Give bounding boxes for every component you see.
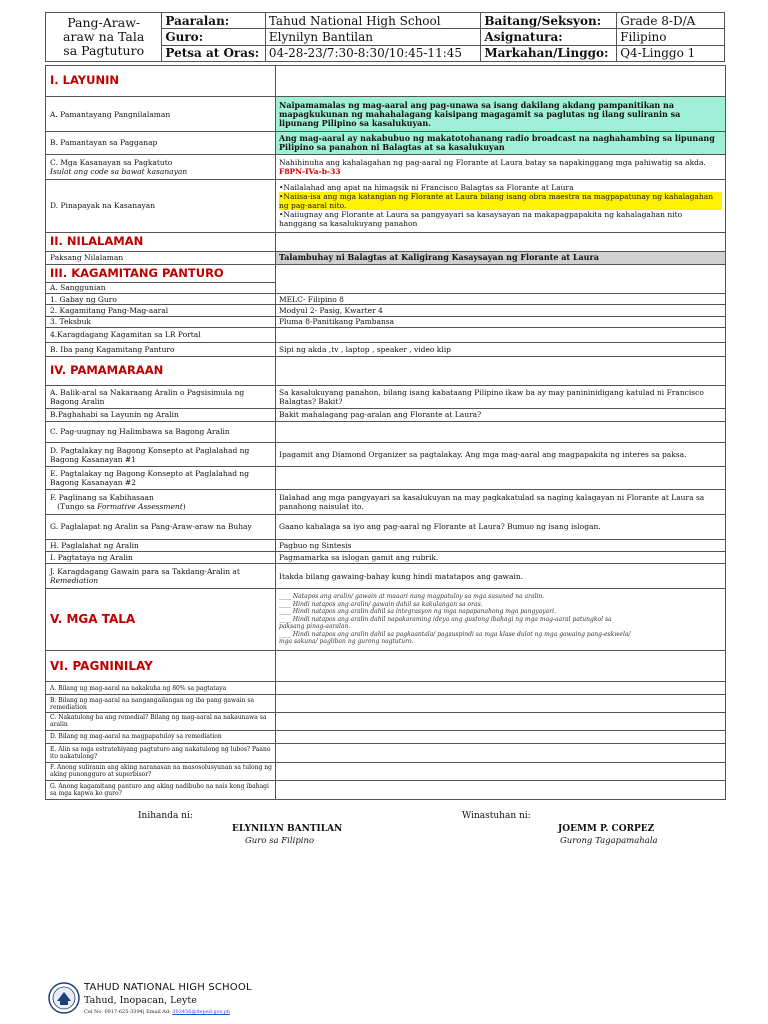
- section-tala: V. MGA TALA: [46, 589, 276, 651]
- footer-school-name: TAHUD NATIONAL HIGH SCHOOL: [84, 982, 252, 993]
- row-value: Modyul 2- Pasig, Kwarter 4: [276, 305, 726, 316]
- competency-cell-value: [276, 154, 726, 179]
- notes-checklist: [276, 589, 726, 651]
- assignment-cell: [46, 564, 276, 589]
- row-value: Pluma 8-Panitikang Pambansa: [276, 316, 726, 327]
- row-label: H. Paglalahat ng Aralin: [46, 539, 276, 551]
- row-value: Ilalahad ang mga pangyayari sa kasalukuyan na may pagkakatulad sa naging kalagayan ni Florante at Laura sa panahong naisulat ito.: [276, 490, 726, 515]
- layunin-description: [276, 66, 726, 97]
- row-value: Pagmamarka sa islogan gamit ang rubrik.: [276, 552, 726, 564]
- title-line: Pang-Araw-: [67, 15, 141, 30]
- row-label: A. Sanggunian: [46, 282, 276, 293]
- row-label: F. Paglinang sa Kabihasaan: [50, 492, 154, 502]
- row-value: Itakda bilang gawaing-bahay kung hindi matatapos ang gawain.: [276, 564, 726, 589]
- row-label: I. Pagtataya ng Aralin: [46, 552, 276, 564]
- approved-by-name: JOEMM P. CORPEZ: [558, 824, 655, 834]
- row-label: G. Paglalapat ng Aralin sa Pang-Araw-araw na Buhay: [46, 514, 276, 539]
- note-line: mga sakuna/ pagliban ng gurong nagtuturo.: [279, 638, 414, 646]
- reflection-value: [276, 682, 726, 695]
- pamamaraan-description: [276, 356, 726, 385]
- school-label: Paaralan:: [162, 13, 265, 29]
- row-value: MELC- Filipino 8: [276, 294, 726, 305]
- skill-item: •Naiiugnay ang Florante at Laura sa pangyayari sa kasaysayan na makapagpapakita ng kahalagahan nito hanggang sa kasalukuyang panahon: [279, 210, 683, 229]
- date-value: 04-28-23/7:30-8:30/10:45-11:45: [265, 45, 481, 61]
- row-sublabel: (Tungo sa: [57, 501, 98, 511]
- row-label: 1. Gabay ng Guro: [46, 294, 276, 305]
- reflection-value: [276, 762, 726, 781]
- simplified-skills-cell: [276, 179, 726, 233]
- reflection-label: F. Anong suliranin ang aking naranasan na masosolusyunan sa tulong ng aking punongguro at superbisor?: [46, 762, 276, 781]
- footer-email-link[interactable]: 303456@deped.gov.ph: [172, 1009, 231, 1015]
- competency-code: F8PN-IVa-b-33: [279, 166, 341, 176]
- footer-contact-text: Cel No. 0917-625-3394| Email Ad:: [84, 1009, 171, 1015]
- row-label: C. Mga Kasanayan sa Pagkatuto: [50, 157, 173, 167]
- row-label: D. Pagtalakay ng Bagong Konsepto at Paglalahad ng Bagong Kasanayan #1: [46, 442, 276, 467]
- section-nilalaman: II. NILALAMAN: [46, 233, 276, 252]
- section-pamamaraan: IV. PAMAMARAAN: [46, 356, 276, 385]
- row-label: B. Iba pang Kagamitang Panturo: [46, 342, 276, 356]
- title-line: araw na Tala: [63, 29, 145, 44]
- subject-value: Filipino: [617, 29, 725, 45]
- competency-value: Nahihinuha ang kahalagahan ng pag-aaral ng Florante at Laura batay sa napakinggang mga pahiwatig sa akda.: [279, 157, 706, 167]
- teacher-value: Elynilyn Bantilan: [265, 29, 481, 45]
- row-label: B. Pamantayan sa Pagganap: [46, 132, 276, 155]
- row-label: A. Balik-aral sa Nakaraang Aralin o Pagsisimula ng Bagong Aralin: [46, 385, 276, 408]
- note-line: paksang pinag-aaralan.: [279, 623, 351, 631]
- note-line: ____ Hindi natapos ang aralin/ gawain dahil sa kakulangan sa oras.: [279, 600, 483, 608]
- prepared-by-label: Inihanda ni:: [138, 811, 193, 821]
- prepared-by-role: Guro sa Filipino: [245, 836, 315, 846]
- reflection-label: E. Alin sa mga estratehiyang pagtuturo ang nakatulong ng lubos? Paano ito nakatulong?: [46, 743, 276, 762]
- row-label: 2. Kagamitang Pang-Mag-aaral: [46, 305, 276, 316]
- kagamitan-description: [276, 265, 726, 294]
- school-value: Tahud National High School: [265, 13, 481, 29]
- reflection-label: B. Bilang ng mag-aaral na nangangailangan ng iba pang gawain sa remediation: [46, 695, 276, 713]
- document-title: [46, 13, 162, 62]
- reflection-value: [276, 743, 726, 762]
- reflection-label: G. Anong kagamitang panturo ang aking nadibuho na nais kong ibahagi sa mga kapwa ko guro?: [46, 781, 276, 800]
- row-label: D. Pinapayak na Kasanayan: [46, 179, 276, 233]
- approved-by-role: Gurong Tagapamahala: [560, 836, 658, 846]
- row-sublabel: Isulat ang code sa bawat kasanayan: [50, 166, 188, 176]
- school-seal-icon: [48, 982, 80, 1014]
- teacher-label: Guro:: [162, 29, 265, 45]
- approved-by-label: Winastuhan ni:: [462, 811, 531, 821]
- note-line: ____ Natapos ang aralin/ gawain at maaari nang magpatuloy sa mga susunod na aralin.: [279, 593, 545, 601]
- row-value: [276, 467, 726, 490]
- row-value: Pagbuo ng Sintesis: [276, 539, 726, 551]
- competency-cell: [46, 154, 276, 179]
- note-line: ____ Hindi natapos ang aralin dahil napakaraming ideya ang gustong ibahagi ng mga mag-aaral patungkol sa: [279, 615, 612, 623]
- lesson-plan-table: [45, 65, 726, 800]
- title-line: sa Pagtuturo: [63, 43, 145, 58]
- row-label: Paksang Nilalaman: [46, 251, 276, 264]
- row-label: 3. Teksbuk: [46, 316, 276, 327]
- row-value: Sipi ng akda ,tv , laptop , speaker , video klip: [276, 342, 726, 356]
- row-value: Bakit mahalagang pag-aralan ang Florante at Laura?: [276, 408, 726, 421]
- reflection-value: [276, 713, 726, 731]
- mastery-cell: [46, 490, 276, 515]
- header-table: [45, 12, 725, 62]
- reflection-label: C. Nakatulong ba ang remedial? Bilang ng mag-aaral na nakaunawa sa aralin: [46, 713, 276, 731]
- quarter-value: Q4-Linggo 1: [617, 45, 725, 61]
- skill-item: •Nailalahad ang apat na himagsik ni Francisco Balagtas sa Florante at Laura: [279, 183, 574, 193]
- row-sublabel-italic: Formative Assessment: [97, 501, 183, 511]
- date-label: Petsa at Oras:: [162, 45, 265, 61]
- footer-address: Tahud, Inopacan, Leyte: [84, 995, 197, 1006]
- school-footer: [48, 982, 308, 1018]
- row-label-italic: Remediation: [50, 576, 99, 586]
- reflection-value: [276, 730, 726, 743]
- grade-label: Baitang/Seksyon:: [481, 13, 617, 29]
- reflection-value: [276, 781, 726, 800]
- row-value: [276, 421, 726, 442]
- prepared-by-name: ELYNILYN BANTILAN: [232, 824, 343, 834]
- section-kagamitan: III. KAGAMITANG PANTURO: [46, 265, 276, 283]
- row-label: E. Pagtalakay ng Bagong Konsepto at Paglalahad ng Bagong Kasanayan #2: [46, 467, 276, 490]
- section-pagninilay: VI. PAGNINILAY: [46, 651, 276, 682]
- section-layunin: I. LAYUNIN: [46, 66, 276, 97]
- skill-item-highlighted: •Naiisa-isa ang mga katangian ng Florante at Laura bilang isang obra maestra na magpapatunay ng kahalagahan ng pag-aaral nito.: [279, 192, 722, 210]
- grade-value: Grade 8-D/A: [617, 13, 725, 29]
- row-label: 4.Karagdagang Kagamitan sa LR Portal: [46, 328, 276, 342]
- reflection-label: A. Bilang ng mag-aaral na nakakuha ng 80% sa pagtataya: [46, 682, 276, 695]
- performance-standard-value: Ang mag-aaral ay nakabubuo ng makatotohanang radio broadcast na naghahambing sa lipunang Pilipino sa panahon ni Balagtas at sa kasalukuyan: [276, 132, 726, 155]
- content-standard-value: Naipamamalas ng mag-aaral ang pag-unawa sa isang dakilang akdang pampanitikan na mapagkukunan ng mahahalagang kaisipang magagamit sa paglutas ng ilang suliranin sa lipunang Pilipino sa kasalukuyan.: [276, 96, 726, 131]
- nilalaman-description: [276, 233, 726, 252]
- footer-contact: [84, 1009, 230, 1015]
- row-value: Sa kasalukuyang panahon, bilang isang kabataang Pilipino ikaw ba ay may panininidigang katulad ni Francisco Balagtas? Bakit?: [276, 385, 726, 408]
- note-line: ____ Hindi natapos ang aralin dahil sa pagkaantala/ pagsuspindi sa mga klase dulot ng mga gawaing pang-eskwela/: [279, 630, 631, 638]
- reflection-label: D. Bilang ng mag-aaral na magpapatuloy sa remediation: [46, 730, 276, 743]
- row-label: A. Pamantayang Pangnilalaman: [46, 96, 276, 131]
- note-line: ____ Hindi natapos ang aralin dahil sa integrasyon ng mga napapanahong mga pangyayari.: [279, 608, 556, 616]
- row-label: C. Pag-uugnay ng Halimbawa sa Bagong Aralin: [46, 421, 276, 442]
- topic-value: Talambuhay ni Balagtas at Kaligirang Kasaysayan ng Florante at Laura: [276, 251, 726, 264]
- quarter-label: Markahan/Linggo:: [481, 45, 617, 61]
- subject-label: Asignatura:: [481, 29, 617, 45]
- row-sublabel: ): [182, 501, 186, 511]
- pagninilay-description: [276, 651, 726, 682]
- row-value: Gaano kahalaga sa iyo ang pag-aaral ng Florante at Laura? Bumuo ng isang islogan.: [276, 514, 726, 539]
- reflection-value: [276, 695, 726, 713]
- row-label: J. Karagdagang Gawain para sa Takdang-Aralin at: [50, 567, 240, 577]
- row-label: B.Paghahabi sa Layunin ng Aralin: [46, 408, 276, 421]
- row-value: [276, 328, 726, 342]
- row-value: Ipagamit ang Diamond Organizer sa pagtalakay. Ang mga mag-aaral ang magpapakita ng interes sa paksa.: [276, 442, 726, 467]
